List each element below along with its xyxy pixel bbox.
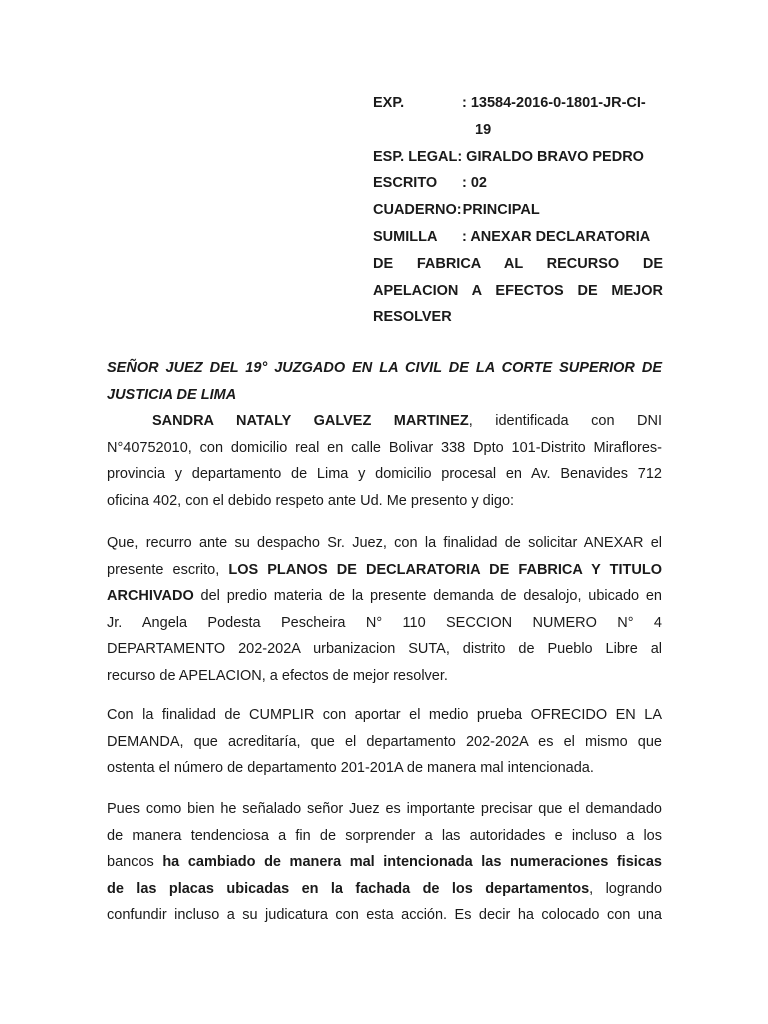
sumilla-value-line3: APELACION A EFECTOS DE MEJOR [373, 282, 663, 299]
intro-line4: oficina 402, con el debido respeto ante Ud. Me presento y digo: [107, 492, 515, 509]
p1-line2-a: presente escrito, [107, 561, 229, 578]
sumilla-value-line1: : ANEXAR DECLARATORIA [462, 228, 651, 245]
evidence-paragraph [107, 702, 662, 782]
esp-legal-label: ESP. LEGAL: [373, 148, 463, 165]
p2-line2: DEMANDA, que acreditaría, que el departamento 202-202A es el mismo que [107, 733, 662, 750]
petitioner-name: SANDRA NATALY GALVEZ MARTINEZ [152, 413, 469, 429]
intro-line1-rest: , identificada con DNI [468, 413, 662, 429]
p1-line4: Jr. Angela Podesta Pescheira N° 110 SECCION NUMERO N° 4 [107, 614, 662, 631]
sumilla-value-line2: DE FABRICA AL RECURSO DE [373, 255, 663, 272]
esp-legal-value: GIRALDO BRAVO PEDRO [466, 148, 644, 165]
escrito-label: ESCRITO [373, 175, 438, 192]
exp-row [373, 90, 663, 117]
request-paragraph [107, 530, 662, 689]
p2-line3: ostenta el número de departamento 201-201A de manera mal intencionada. [107, 760, 594, 776]
escrito-row [373, 170, 663, 197]
cuaderno-value: PRINCIPAL [462, 202, 540, 219]
exp-value-cont: 19 [475, 121, 492, 138]
exp-value-continued [373, 117, 663, 144]
escrito-value: : 02 [462, 175, 487, 192]
p1-line3 [107, 583, 662, 610]
cuaderno-row [373, 197, 663, 224]
p3-line3 [107, 849, 662, 876]
p1-line5: DEPARTAMENTO 202-202A urbanizacion SUTA, distrito de Pueblo Libre al [107, 641, 662, 657]
p3-line4-b: , logrando [589, 880, 663, 897]
sumilla-row [373, 224, 663, 251]
judge-address-line2: JUSTICIA DE LIMA [107, 386, 237, 403]
cuaderno-label: CUADERNO: [373, 202, 462, 219]
intro-line1 [107, 408, 662, 435]
p1-line2 [107, 557, 662, 584]
p3-line3-b: ha cambiado de manera mal intencionada las numeraciones fisicas [162, 854, 662, 870]
p1-line1: Que, recurro ante su despacho Sr. Juez, con la finalidad de solicitar ANEXAR el [107, 535, 662, 551]
p3-line4 [107, 876, 662, 903]
sumilla-value-line4: RESOLVER [373, 309, 452, 326]
p1-line2-b: LOS PLANOS DE DECLARATORIA DE FABRICA Y TITULO [228, 561, 662, 578]
p1-line3-a: ARCHIVADO [107, 588, 194, 604]
sumilla-label: SUMILLA [373, 228, 438, 245]
p3-line5: confundir incluso a su judicatura con esta acción. Es decir ha colocado con una [107, 907, 662, 923]
p1-line6: recurso de APELACION, a efectos de mejor resolver. [107, 667, 448, 684]
intro-paragraph [107, 408, 662, 514]
exp-label: EXP. [373, 95, 405, 111]
esp-legal-row [373, 144, 663, 171]
p1-line3-b: del predio materia de la presente demanda de desalojo, ubicado en [193, 588, 662, 604]
p2-line1: Con la finalidad de CUMPLIR con aportar el medio prueba OFRECIDO EN LA [107, 707, 662, 723]
judge-address-line1: SEÑOR JUEZ DEL 19° JUZGADO EN LA CIVIL DE LA CORTE SUPERIOR DE [107, 360, 662, 376]
argument-paragraph [107, 796, 662, 929]
judge-address [107, 355, 662, 408]
p3-line1: Pues como bien he señalado señor Juez es importante precisar que el demandado [107, 801, 662, 817]
p3-line2: de manera tendenciosa a fin de sorprender a las autoridades e incluso a los [107, 827, 662, 844]
exp-value: : 13584-2016-0-1801-JR-CI- [462, 95, 646, 111]
p3-line3-a: bancos [107, 854, 163, 870]
intro-line2: N°40752010, con domicilio real en calle Bolivar 338 Dpto 101-Distrito Miraflores- [107, 439, 662, 456]
intro-line3: provincia y departamento de Lima y domicilio procesal en Av. Benavides 712 [107, 466, 662, 482]
case-header [373, 90, 663, 331]
p3-line4-a: de las placas ubicadas en la fachada de los departamentos [107, 880, 590, 897]
